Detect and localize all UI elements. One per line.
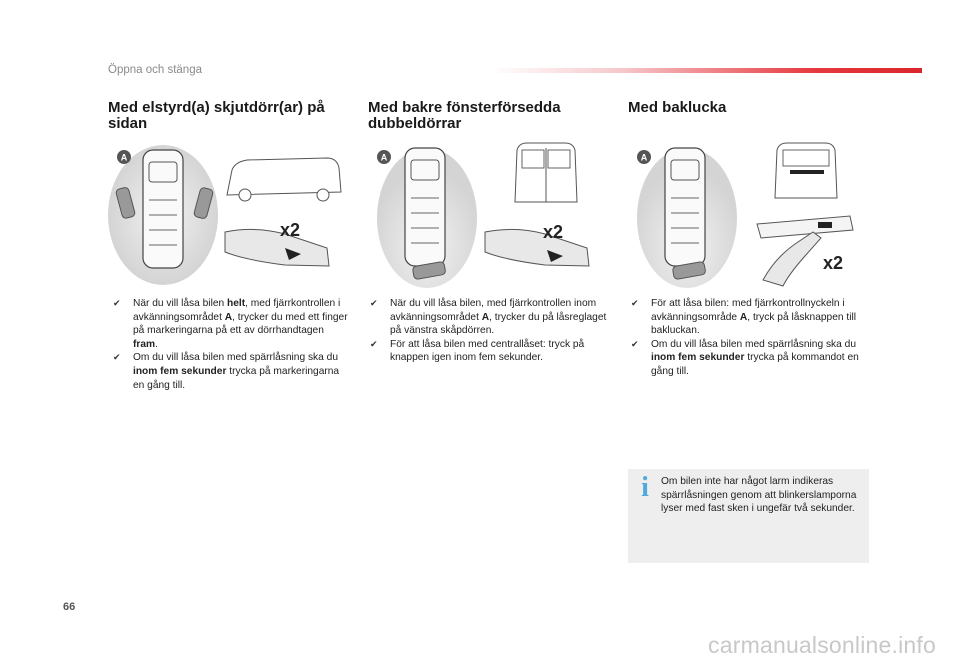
press-count-label: x2 [543, 222, 564, 242]
bullet-icon: ✔ [370, 338, 378, 349]
list-item: ✔ För att låsa bilen: med fjärrkontrollnyckeln i avkänningsområde A, tryck på låsknappen till bakluckan. [631, 298, 857, 337]
watermark: carmanualsonline.info [708, 632, 936, 658]
bullet-icon: ✔ [113, 352, 121, 363]
bullet-icon: ✔ [113, 298, 121, 308]
hand-press-icon [763, 232, 821, 286]
title-line-2: sidan [108, 115, 148, 132]
column-rear-doors-title [368, 100, 598, 132]
column-tailgate-text [631, 297, 869, 379]
illustration-sliding-doors [105, 140, 350, 290]
title-line-1: Med elstyrd(a) skjutdörr(ar) på [108, 99, 325, 116]
illustration-rear-doors [365, 140, 610, 290]
info-icon: i [641, 472, 649, 503]
press-count-label: x2 [823, 253, 844, 273]
title-line-1: Med baklucka [628, 99, 727, 116]
bullet-icon: ✔ [631, 298, 639, 308]
press-count-label: x2 [280, 220, 301, 240]
list-item: ✔ Om du vill låsa bilen med spärrlåsning ska du inom fem sekunder trycka på kommandot en gång till. [631, 338, 859, 377]
list-item: ✔ När du vill låsa bilen, med fjärrkontrollen inom avkänningsområdet A, trycker du på låsreglaget på vänstra skåpdörren. [370, 298, 607, 337]
title-line-1: Med bakre fönsterförsedda [368, 99, 561, 116]
page-number: 66 [63, 601, 76, 613]
svg-text:A: A [120, 152, 128, 163]
title-line-2: dubbeldörrar [368, 115, 462, 132]
bullet-icon: ✔ [631, 338, 639, 349]
chapter-accent-bar [490, 68, 922, 73]
info-text: Om bilen inte har något larm indikeras spärrlåsningen genom att blinkerslamporna lyser med fast sken i ungefär två sekunder. [661, 476, 857, 515]
bullet-icon: ✔ [370, 298, 378, 308]
svg-text:A: A [640, 152, 648, 163]
hand-press-icon [225, 229, 329, 266]
list-item: ✔ När du vill låsa bilen helt, med fjärrkontrollen i avkänningsområdet A, trycker du med ett finger på markeringarna på ett av dörrhandtagen fram. [113, 298, 348, 350]
column-rear-doors-text [370, 297, 608, 365]
info-box [628, 469, 869, 563]
tailgate-handle [757, 216, 853, 238]
chapter-title: Öppna och stänga [108, 64, 202, 76]
svg-text:A: A [380, 152, 388, 163]
column-sliding-doors-title [108, 100, 338, 132]
column-sliding-doors-text [113, 297, 351, 392]
column-tailgate-title [628, 100, 858, 116]
hand-press-icon [485, 229, 589, 266]
list-item: ✔ För att låsa bilen med centrallåset: tryck på knappen igen inom fem sekunder. [370, 338, 585, 364]
illustration-tailgate [625, 140, 870, 290]
list-item: ✔ Om du vill låsa bilen med spärrlåsning ska du inom fem sekunder trycka på markeringarna en gång till. [113, 352, 340, 391]
